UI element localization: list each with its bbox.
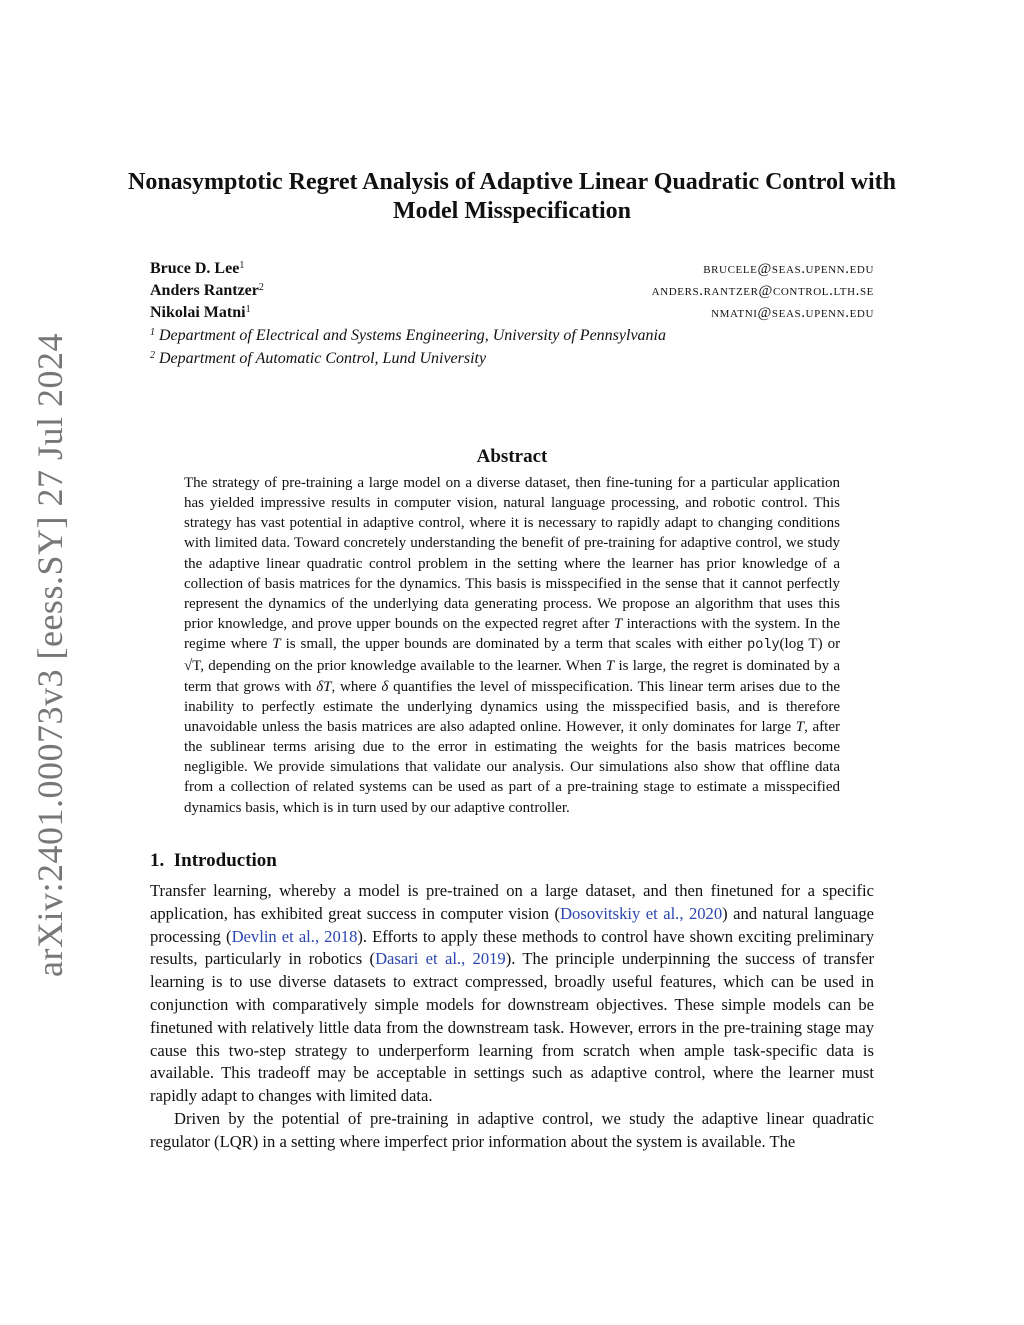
author-block: [150, 258, 874, 370]
citation-link[interactable]: Dosovitskiy et al., 2020: [560, 903, 723, 923]
author-name: Nikolai Matni$^1$: [150, 304, 251, 321]
citation-link[interactable]: Dasari et al., 2019: [375, 949, 506, 969]
citation-link[interactable]: Devlin et al., 2018: [231, 926, 358, 946]
section-heading: 1. Introduction: [150, 850, 277, 871]
author-email[interactable]: anders.rantzer@control.lth.se: [651, 283, 874, 299]
author-row: [150, 302, 874, 324]
abstract-body: The strategy of pre-training a large model on a diverse dataset, then fine-tuning for a particular application has yielded impressive results in computer vision, natural language processing, and robotic control. This strategy has vast potential in adaptive control, where it is necessary to rapidly adapt to changing conditions with limited data. Toward concretely understanding the benefit of pre-training for adaptive control, we study the adaptive linear quadratic control problem in the setting where the learner has prior knowledge of a collection of basis matrices for the dynamics. This basis is misspecified in the sense that it cannot perfectly represent the dynamics of the underlying data generating process. We propose an algorithm that uses this prior knowledge, and prove upper bounds on the expected regret after T interactions with the system. In the regime where T is small, the upper bounds are dominated by a term that scales with either poly(log T) or √T, depending on the prior knowledge available to the learner. When T is large, the regret is dominated by a term that grows with δT, where δ quantifies the level of misspecification. This linear term arises due to the inability to perfectly estimate the underlying dynamics using the misspecified basis, and is therefore unavoidable unless the basis matrices are also adapted online. However, it only dominates for large T, after the sublinear terms arising due to the error in estimating the weights for the basis matrices become negligible. We provide simulations that validate our analysis. Our simulations also show that offline data from a collection of related systems can be used as part of a pre-training stage to estimate a misspecified dynamics basis, which is in turn used by our adaptive controller.: [184, 475, 841, 816]
paper-title: Nonasymptotic Regret Analysis of Adaptive Linear Quadratic Control with Model Misspecification: [127, 169, 896, 224]
affiliation: $^1$ Department of Electrical and Systems Engineering, University of Pennsylvania: [150, 327, 666, 344]
author-row: [150, 258, 874, 280]
arxiv-identifier-text: arXiv:2401.00073v3 [eess.SY] 27 Jul 2024: [30, 333, 71, 977]
author-email[interactable]: nmatni@seas.upenn.edu: [711, 305, 874, 321]
intro-paragraph: Transfer learning, whereby a model is pre-trained on a large dataset, and then finetuned for a specific application, has exhibited great success in computer vision (Dosovitskiy et al., 2020) and natural language processing (Devlin et al., 2018). Efforts to apply these methods to control have shown exciting preliminary results, particularly in robotics (Dasari et al., 2019). The principle underpinning the success of transfer learning is to use diverse datasets to extract compressed, broadly useful features, which can be used in conjunction with comparatively simple models for downstream objectives. These simple models can be finetuned with relatively little data from the downstream task. However, errors in the pre-training stage may cause this two-step strategy to underperform learning from scratch when ample task-specific data is available. This tradeoff may be acceptable in settings such as adaptive control, where the learner must rapidly adapt to changes with limited data.: [150, 881, 874, 1106]
author-email[interactable]: brucele@seas.upenn.edu: [703, 261, 874, 277]
affiliation: $^2$ Department of Automatic Control, Lund University: [150, 350, 487, 367]
intro-paragraph-2: Driven by the potential of pre-training in adaptive control, we study the adaptive linear quadratic regulator (LQR) in a setting where imperfect prior information about the system is available. The: [150, 1109, 874, 1151]
arxiv-identifier: [20, 333, 80, 977]
author-row: [150, 280, 874, 302]
abstract-heading: Abstract: [476, 446, 548, 467]
author-name: Anders Rantzer$^2$: [150, 282, 264, 299]
author-name: Bruce D. Lee$^1$: [150, 260, 245, 277]
